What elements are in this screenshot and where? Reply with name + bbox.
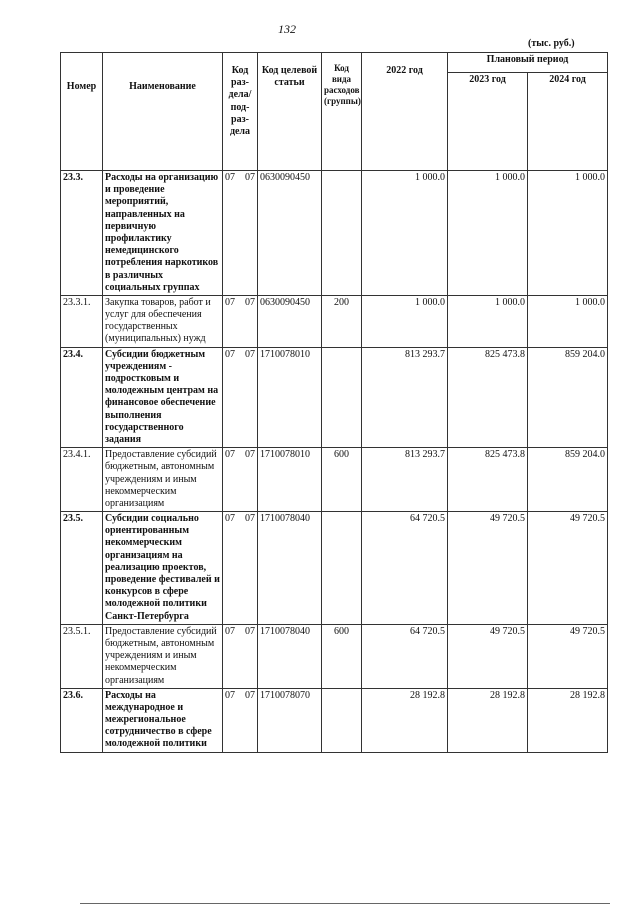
row-expense-type xyxy=(322,347,362,448)
header-plan-period: Плановый период xyxy=(448,53,608,73)
table-row xyxy=(61,171,608,296)
section-code-part: 07 xyxy=(225,296,235,308)
section-code-part: 07 xyxy=(245,689,255,701)
section-code-part: 07 xyxy=(225,449,235,461)
row-number: 23.6. xyxy=(61,688,103,752)
bottom-divider xyxy=(80,903,610,904)
row-number: 23.5. xyxy=(61,512,103,625)
header-expense-type: Код вида расходов (группы) xyxy=(322,53,362,171)
header-target: Код целевой статьи xyxy=(258,53,322,171)
section-code-part: 07 xyxy=(225,348,235,360)
row-section-code xyxy=(223,448,258,512)
row-value-2022: 813 293.7 xyxy=(362,448,448,512)
row-value-2023: 28 192.8 xyxy=(448,688,528,752)
row-name: Субсидии социально ориентированным некоммерческим организациям на реализацию проектов, проведение фестивалей и конкурсов в сфере молодежной политики Санкт-Петербурга xyxy=(103,512,223,625)
row-number: 23.3. xyxy=(61,171,103,296)
row-section-code xyxy=(223,512,258,625)
row-target-code: 0630090450 xyxy=(258,171,322,296)
section-code-part: 07 xyxy=(245,449,255,461)
row-value-2023: 49 720.5 xyxy=(448,624,528,688)
row-number: 23.4. xyxy=(61,347,103,448)
row-expense-type: 200 xyxy=(322,295,362,347)
row-target-code: 1710078010 xyxy=(258,347,322,448)
row-value-2024: 1 000.0 xyxy=(528,171,608,296)
row-expense-type: 600 xyxy=(322,624,362,688)
row-value-2024: 859 204.0 xyxy=(528,347,608,448)
table-row xyxy=(61,347,608,448)
row-expense-type xyxy=(322,512,362,625)
row-section-code xyxy=(223,295,258,347)
section-code-part: 07 xyxy=(245,625,255,637)
row-value-2022: 28 192.8 xyxy=(362,688,448,752)
section-code-part: 07 xyxy=(225,689,235,701)
section-code-part: 07 xyxy=(245,348,255,360)
row-expense-type xyxy=(322,688,362,752)
row-target-code: 1710078040 xyxy=(258,512,322,625)
row-target-code: 1710078040 xyxy=(258,624,322,688)
header-2023: 2023 год xyxy=(448,73,528,171)
row-value-2022: 64 720.5 xyxy=(362,624,448,688)
section-code-part: 07 xyxy=(245,513,255,525)
units-label: (тыс. руб.) xyxy=(528,38,575,49)
section-code-part: 07 xyxy=(225,625,235,637)
row-name: Предоставление субсидий бюджетным, автономным учреждениям и иным некоммерческим организациям xyxy=(103,624,223,688)
row-value-2022: 1 000.0 xyxy=(362,171,448,296)
row-section-code xyxy=(223,688,258,752)
section-code-part: 07 xyxy=(245,172,255,183)
header-name: Наименование xyxy=(103,53,223,171)
row-number: 23.5.1. xyxy=(61,624,103,688)
row-value-2024: 859 204.0 xyxy=(528,448,608,512)
row-value-2022: 64 720.5 xyxy=(362,512,448,625)
row-name: Предоставление субсидий бюджетным, автономным учреждениям и иным некоммерческим организациям xyxy=(103,448,223,512)
page-number: 132 xyxy=(278,22,296,36)
row-number: 23.3.1. xyxy=(61,295,103,347)
row-name: Расходы на международное и межрегиональное сотрудничество в сфере молодежной политики xyxy=(103,688,223,752)
row-name: Закупка товаров, работ и услуг для обеспечения государственных (муниципальных) нужд xyxy=(103,295,223,347)
header-2022: 2022 год xyxy=(362,53,448,171)
row-target-code: 1710078070 xyxy=(258,688,322,752)
table-row xyxy=(61,295,608,347)
table-row xyxy=(61,512,608,625)
row-section-code xyxy=(223,624,258,688)
row-number: 23.4.1. xyxy=(61,448,103,512)
section-code-part: 07 xyxy=(245,296,255,308)
section-code-part: 07 xyxy=(225,172,235,183)
table-row xyxy=(61,688,608,752)
row-value-2023: 49 720.5 xyxy=(448,512,528,625)
header-number: Номер xyxy=(61,53,103,171)
row-value-2023: 1 000.0 xyxy=(448,295,528,347)
row-name: Субсидии бюджетным учреждениям - подростковым и молодежным центрам на финансовое обеспечение выполнения государственного задания xyxy=(103,347,223,448)
row-target-code: 0630090450 xyxy=(258,295,322,347)
row-name: Расходы на организацию и проведение мероприятий, направленных на первичную профилактику немедицинского потребления наркотиков в различных социальных группах xyxy=(103,171,223,296)
row-expense-type: 600 xyxy=(322,448,362,512)
row-value-2024: 49 720.5 xyxy=(528,624,608,688)
row-value-2024: 49 720.5 xyxy=(528,512,608,625)
row-value-2024: 28 192.8 xyxy=(528,688,608,752)
row-target-code: 1710078010 xyxy=(258,448,322,512)
section-code-part: 07 xyxy=(225,513,235,525)
row-value-2022: 813 293.7 xyxy=(362,347,448,448)
row-expense-type xyxy=(322,171,362,296)
row-value-2023: 825 473.8 xyxy=(448,347,528,448)
header-2024: 2024 год xyxy=(528,73,608,171)
budget-table xyxy=(60,52,608,753)
table-row xyxy=(61,624,608,688)
row-section-code xyxy=(223,347,258,448)
row-value-2024: 1 000.0 xyxy=(528,295,608,347)
row-section-code xyxy=(223,171,258,296)
row-value-2023: 825 473.8 xyxy=(448,448,528,512)
row-value-2023: 1 000.0 xyxy=(448,171,528,296)
row-value-2022: 1 000.0 xyxy=(362,295,448,347)
header-section: Код раз-дела/ под-раз-дела xyxy=(223,53,258,171)
table-row xyxy=(61,448,608,512)
